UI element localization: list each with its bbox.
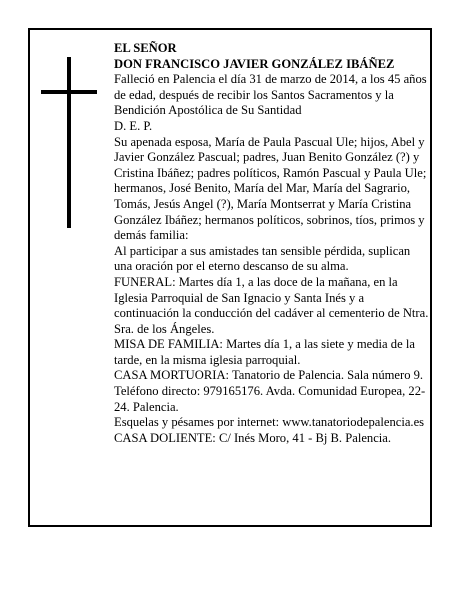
rest-in-peace: D. E. P. [114,118,153,133]
deceased-name: DON FRANCISCO JAVIER GONZÁLEZ IBÁÑEZ [114,56,395,71]
family-list: Su apenada esposa, María de Paula Pascual Ule; hijos, Abel y Javier González Pascual; padres, Juan Benito González (?) y Cristina Ibáñez; padres políticos, Ramón Pascual y Paula Ule; hermanos, José Benito, María del Mar, María del Sagrario, Tomás, Jesús Angel (?), María Montserrat y María Cristina González Ibáñez; hermanos políticos, sobrinos, tíos, primos y demás familia: [114,134,427,243]
obituary-notice [28,28,432,527]
mourning-house-info: CASA DOLIENTE: C/ Inés Moro, 41 - Bj B. Palencia. [114,430,392,445]
internet-condolences: Esquelas y pésames por internet: www.tanatoriodepalencia.es [114,415,425,430]
cross-horizontal-bar [41,90,97,94]
family-mass-info: MISA DE FAMILIA: Martes día 1, a las siete y media de la tarde, en la misma iglesia parroquial. [114,337,415,367]
obituary-text [114,41,430,446]
funeral-info: FUNERAL: Martes día 1, a las doce de la mañana, en la Iglesia Parroquial de San Ignacio y Santa Inés y a continuación la conducción del cadáver al cementerio de Ntra. Sra. de los Ángeles. [114,274,429,336]
funeral-home-info: CASA MORTUORIA: Tanatorio de Palencia. Sala número 9. Teléfono directo: 979165176. Avda. Comunidad Europea, 22-24. Palencia. [114,368,426,414]
notice-title: EL SEÑOR [114,41,177,55]
prayer-request: Al participar a sus amistades tan sensible pérdida, suplican una oración por el eterno descanso de su alma. [114,243,411,274]
cross-vertical-bar [67,57,71,228]
death-announcement: Falleció en Palencia el día 31 de marzo de 2014, a los 45 años de edad, después de recibir los Santos Sacramentos y la Bendición Apostólica de Su Santidad [114,72,427,118]
